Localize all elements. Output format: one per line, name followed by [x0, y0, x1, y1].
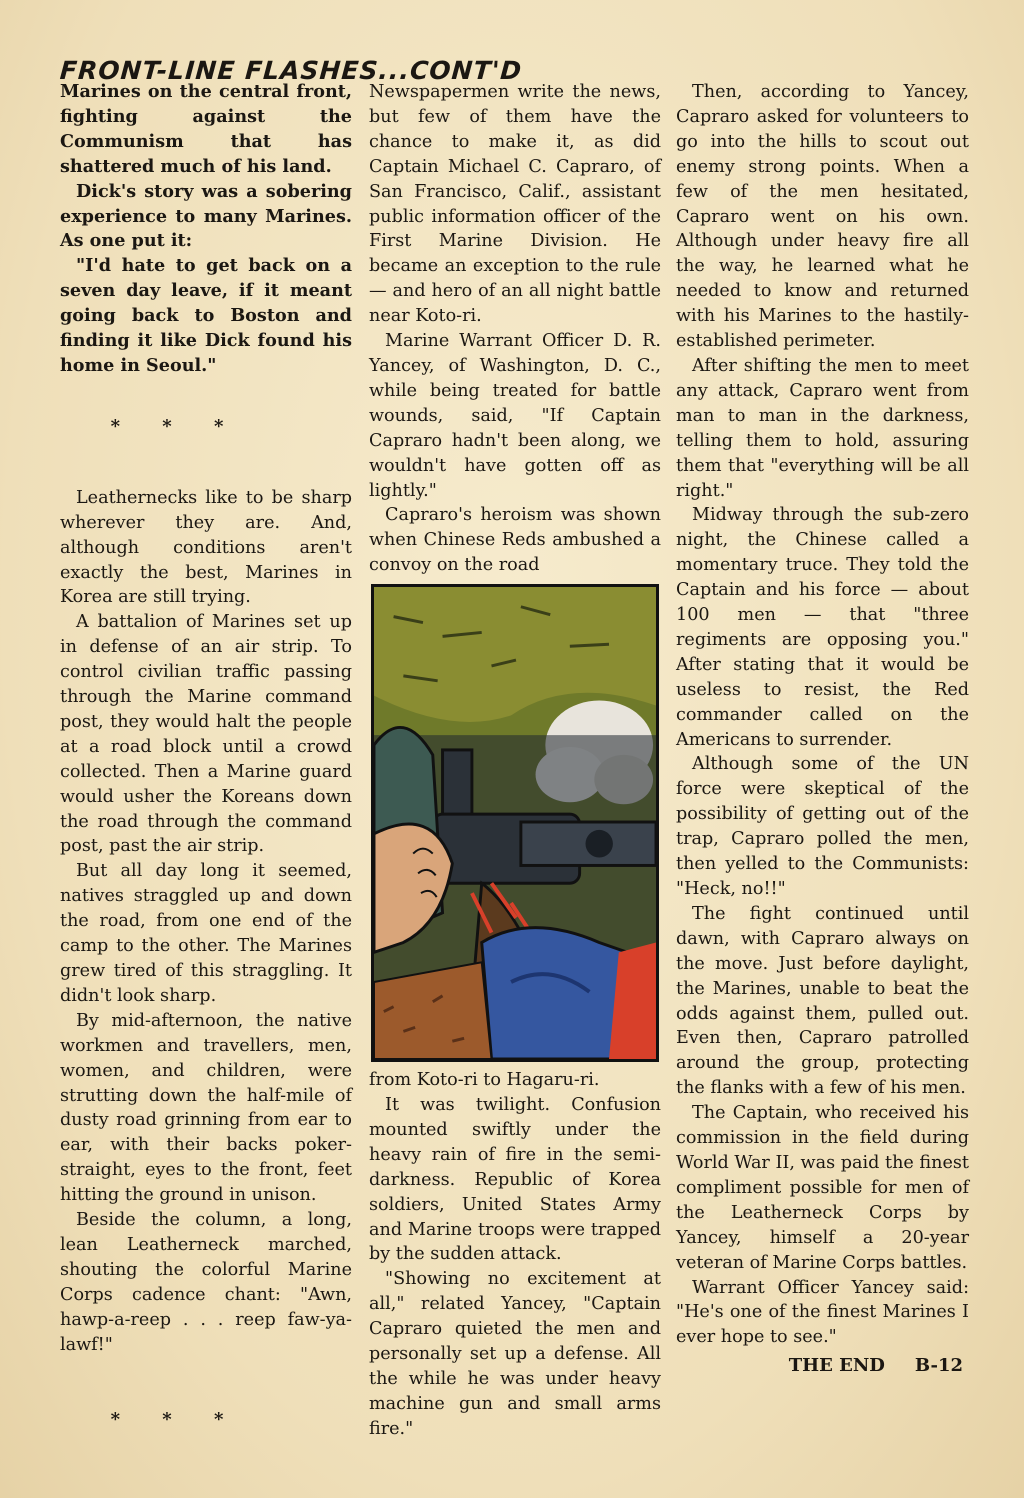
section-divider: * * * — [110, 415, 242, 437]
page-header: FRONT-LINE FLASHES...CONT'D — [58, 56, 524, 85]
paragraph: Leathernecks like to be sharp wherever they are. And, although conditions aren't exactly the best, Marines in Korea are still trying. — [60, 487, 352, 608]
paragraph: Marines on the central front, fighting against the Communism that has shattered much of his land. — [60, 81, 352, 177]
column-2 — [369, 80, 661, 1442]
the-end-label: THE END — [788, 1355, 885, 1377]
quote-paragraph: "I'd hate to get back on a seven day leave, if it meant going back to Boston and finding it like Dick found his home in Seoul." — [60, 255, 352, 376]
panel-art — [374, 587, 656, 1059]
paragraph: A battalion of Marines set up in defense of an air strip. To control civilian traffic passing through the Marine command post, they would halt the people at a road block until a crowd collected. Then a Marine guard would usher the Koreans down the road through the command post, past the air strip. — [60, 612, 352, 857]
paragraph: from Koto-ri to Hagaru-ri. — [369, 1070, 600, 1091]
paragraph: Warrant Officer Yancey said: "He's one of the finest Marines I ever hope to see." — [676, 1277, 969, 1348]
paragraph: The Captain, who received his commission in the field during World War II, was paid the finest compliment possible for men of the Leatherneck Corps by Yancey, himself a 20-year veteran of Marine Corps battles. — [676, 1103, 969, 1273]
paragraph: Midway through the sub-zero night, the Chinese called a momentary truce. They told the Captain and his force — about 100 men — that "three regiments are opposing you." After stating that it would be useless to resist, the Red commander called on the Americans to surrender. — [676, 505, 969, 750]
section-divider: * * * — [110, 1408, 242, 1430]
paragraph: It was twilight. Confusion mounted swiftly under the heavy rain of fire in the semi-darkness. Republic of Korea soldiers, United States Army and Marine troops were trapped by the sudden attack. — [369, 1095, 661, 1265]
end-line — [676, 1354, 969, 1379]
page-number: B-12 — [914, 1355, 963, 1377]
paragraph: Newspapermen write the news, but few of them have the chance to make it, as did Captain Michael C. Capraro, of San Francisco, Calif., assistant public information officer of the First Marine Division. He became an exception to the rule — and hero of an all night battle near Koto-ri. — [369, 82, 661, 327]
machine-gunner-illustration — [371, 584, 659, 1062]
paragraph: Although some of the UN force were skeptical of the possibility of getting out of the trap, Capraro polled the men, then yelled to the Communists: "Heck, no!!" — [676, 754, 969, 899]
paragraph: By mid-afternoon, the native workmen and travellers, men, women, and children, were strutting down the half-mile of dusty road grinning from ear to ear, with their backs poker-straight, eyes to the front, feet hitting the ground in unison. — [60, 1010, 352, 1206]
paragraph: The fight continued until dawn, with Capraro always on the move. Just before daylight, the Marines, unable to beat the odds against them, pulled out. Even then, Capraro patrolled around the group, protecting the flanks with a few of his men. — [676, 903, 969, 1099]
paragraph: Marine Warrant Officer D. R. Yancey, of Washington, D. C., while being treated for battle wounds, said, "If Captain Capraro hadn't been along, we wouldn't have gotten off as lightly." — [369, 331, 661, 501]
paragraph: Beside the column, a long, lean Leatherneck marched, shouting the colorful Marine Corps cadence chant: "Awn, hawp-a-reep . . . reep faw-ya-lawf!" — [60, 1210, 352, 1355]
paragraph: After shifting the men to meet any attack, Capraro went from man to man in the darkness, telling them to hold, assuring them that "everything will be all right." — [676, 355, 969, 501]
column-1 — [60, 80, 352, 1432]
paragraph: Capraro's heroism was shown when Chinese Reds ambushed a convoy on the road — [369, 505, 661, 576]
paragraph: But all day long it seemed, natives straggled up and down the road, from one end of the camp to the other. The Marines grew tired of this straggling. It didn't look sharp. — [60, 861, 352, 1006]
paragraph: "Showing no excitement at all," related Yancey, "Captain Capraro quieted the men and personally set up a defense. All the while he was under heavy machine gun and small arms fire." — [369, 1269, 661, 1439]
paragraph: Dick's story was a sobering experience to many Marines. As one put it: — [60, 180, 352, 252]
paragraph: Then, according to Yancey, Capraro asked for volunteers to go into the hills to scout out enemy strong points. When a few of the men hesitated, Capraro went on his own. Although under heavy fire all the way, he learned what he needed to know and returned with his Marines to the hastily-established perimeter. — [676, 82, 969, 352]
column-3 — [676, 80, 969, 1379]
